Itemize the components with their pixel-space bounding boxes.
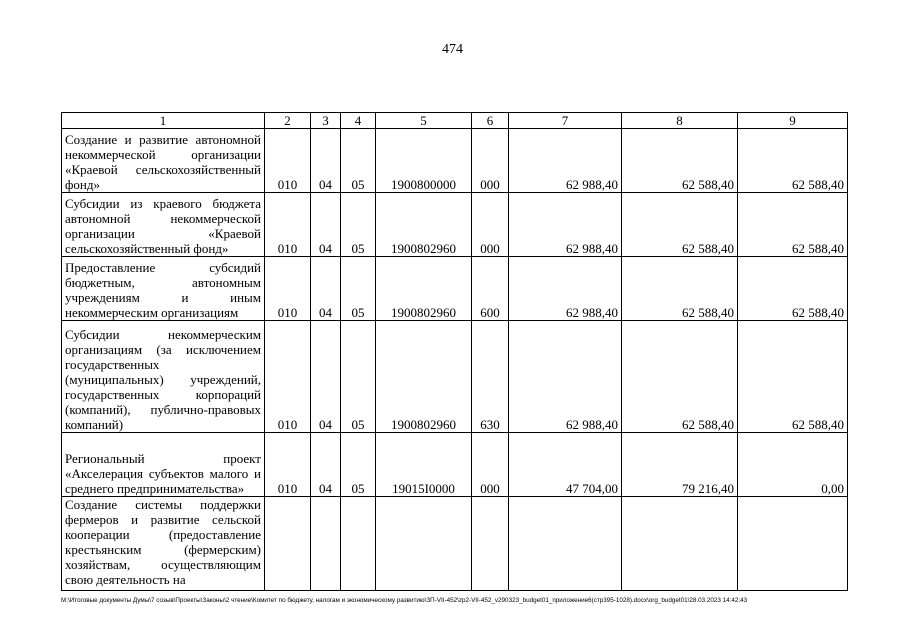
header-col-9: 9 (738, 113, 848, 129)
header-col-2: 2 (265, 113, 311, 129)
table-row (62, 257, 848, 321)
pr-cell: 05 (341, 321, 376, 433)
ved-cell: 010 (265, 433, 311, 497)
csr-cell: 1900800000 (376, 129, 472, 193)
budget-table (61, 112, 848, 591)
sum-cell-2: 62 588,40 (622, 257, 738, 321)
vr-cell: 000 (472, 433, 509, 497)
pr-cell: 05 (341, 257, 376, 321)
sum-cell-2: 79 216,40 (622, 433, 738, 497)
row-name-cell: Субсидии из краевого бюджета автономной некоммерческой организации «Краевой сельскохозяйственный фонд» (62, 193, 265, 257)
vr-cell: 000 (472, 129, 509, 193)
sum-cell-1: 62 988,40 (509, 193, 622, 257)
ved-cell: 010 (265, 193, 311, 257)
ved-cell: 010 (265, 321, 311, 433)
sum-cell-2: 62 588,40 (622, 193, 738, 257)
sum-cell-1: 62 988,40 (509, 257, 622, 321)
vr-cell: 000 (472, 193, 509, 257)
sum-cell-3: 62 588,40 (738, 257, 848, 321)
row-name-cell: Предоставление субсидий бюджетным, автономным учреждениям и иным некоммерческим организациям (62, 257, 265, 321)
pr-cell: 05 (341, 433, 376, 497)
document-path-footer: M:\Итоговые документы Думы\7 созыв\Проекты\Законы\2 чтение\Комитет по бюджету, налогам и экономическому развитию\ЗП-VII-452\zp2-VII-452_v290323_budget01_приложение6(стр395-1028).docx\org_budget01\28.03.2023 14:42:43 (61, 597, 748, 604)
header-col-4: 4 (341, 113, 376, 129)
rz-cell: 04 (311, 129, 341, 193)
ved-cell: 010 (265, 129, 311, 193)
table-row (62, 129, 848, 193)
pr-cell: 05 (341, 129, 376, 193)
vr-cell: 600 (472, 257, 509, 321)
rz-cell: 04 (311, 257, 341, 321)
csr-cell: 19015I0000 (376, 433, 472, 497)
rz-cell: 04 (311, 433, 341, 497)
sum-cell-1: 62 988,40 (509, 129, 622, 193)
table-row (62, 497, 848, 591)
csr-cell: 1900802960 (376, 193, 472, 257)
sum-cell-3: 62 588,40 (738, 321, 848, 433)
header-col-8: 8 (622, 113, 738, 129)
sum-cell-2 (622, 497, 738, 591)
header-col-7: 7 (509, 113, 622, 129)
row-name-cell: Региональный проект «Акселерация субъектов малого и среднего предпринимательства» (62, 433, 265, 497)
header-col-3: 3 (311, 113, 341, 129)
sum-cell-2: 62 588,40 (622, 321, 738, 433)
ved-cell (265, 497, 311, 591)
page-number: 474 (442, 42, 463, 57)
table-row (62, 321, 848, 433)
table-header-row (62, 113, 848, 129)
table-row (62, 193, 848, 257)
vr-cell: 630 (472, 321, 509, 433)
csr-cell (376, 497, 472, 591)
rz-cell: 04 (311, 193, 341, 257)
row-name-cell: Субсидии некоммерческим организациям (за исключением государственных (муниципальных) учреждений, государственных корпораций (компаний), публично-правовых компаний) (62, 321, 265, 433)
row-name-cell: Создание системы поддержки фермеров и развитие сельской кооперации (предоставление крестьянским (фермерским) хозяйствам, осуществляющим свою деятельность на (62, 497, 265, 591)
sum-cell-3 (738, 497, 848, 591)
sum-cell-1: 47 704,00 (509, 433, 622, 497)
sum-cell-3: 0,00 (738, 433, 848, 497)
ved-cell: 010 (265, 257, 311, 321)
sum-cell-2: 62 588,40 (622, 129, 738, 193)
csr-cell: 1900802960 (376, 321, 472, 433)
row-name-cell: Создание и развитие автономной некоммерческой организации «Краевой сельскохозяйственный фонд» (62, 129, 265, 193)
rz-cell: 04 (311, 321, 341, 433)
vr-cell (472, 497, 509, 591)
sum-cell-1 (509, 497, 622, 591)
pr-cell (341, 497, 376, 591)
csr-cell: 1900802960 (376, 257, 472, 321)
sum-cell-3: 62 588,40 (738, 193, 848, 257)
header-col-6: 6 (472, 113, 509, 129)
sum-cell-3: 62 588,40 (738, 129, 848, 193)
table-row (62, 433, 848, 497)
rz-cell (311, 497, 341, 591)
header-col-5: 5 (376, 113, 472, 129)
pr-cell: 05 (341, 193, 376, 257)
sum-cell-1: 62 988,40 (509, 321, 622, 433)
header-col-1: 1 (62, 113, 265, 129)
